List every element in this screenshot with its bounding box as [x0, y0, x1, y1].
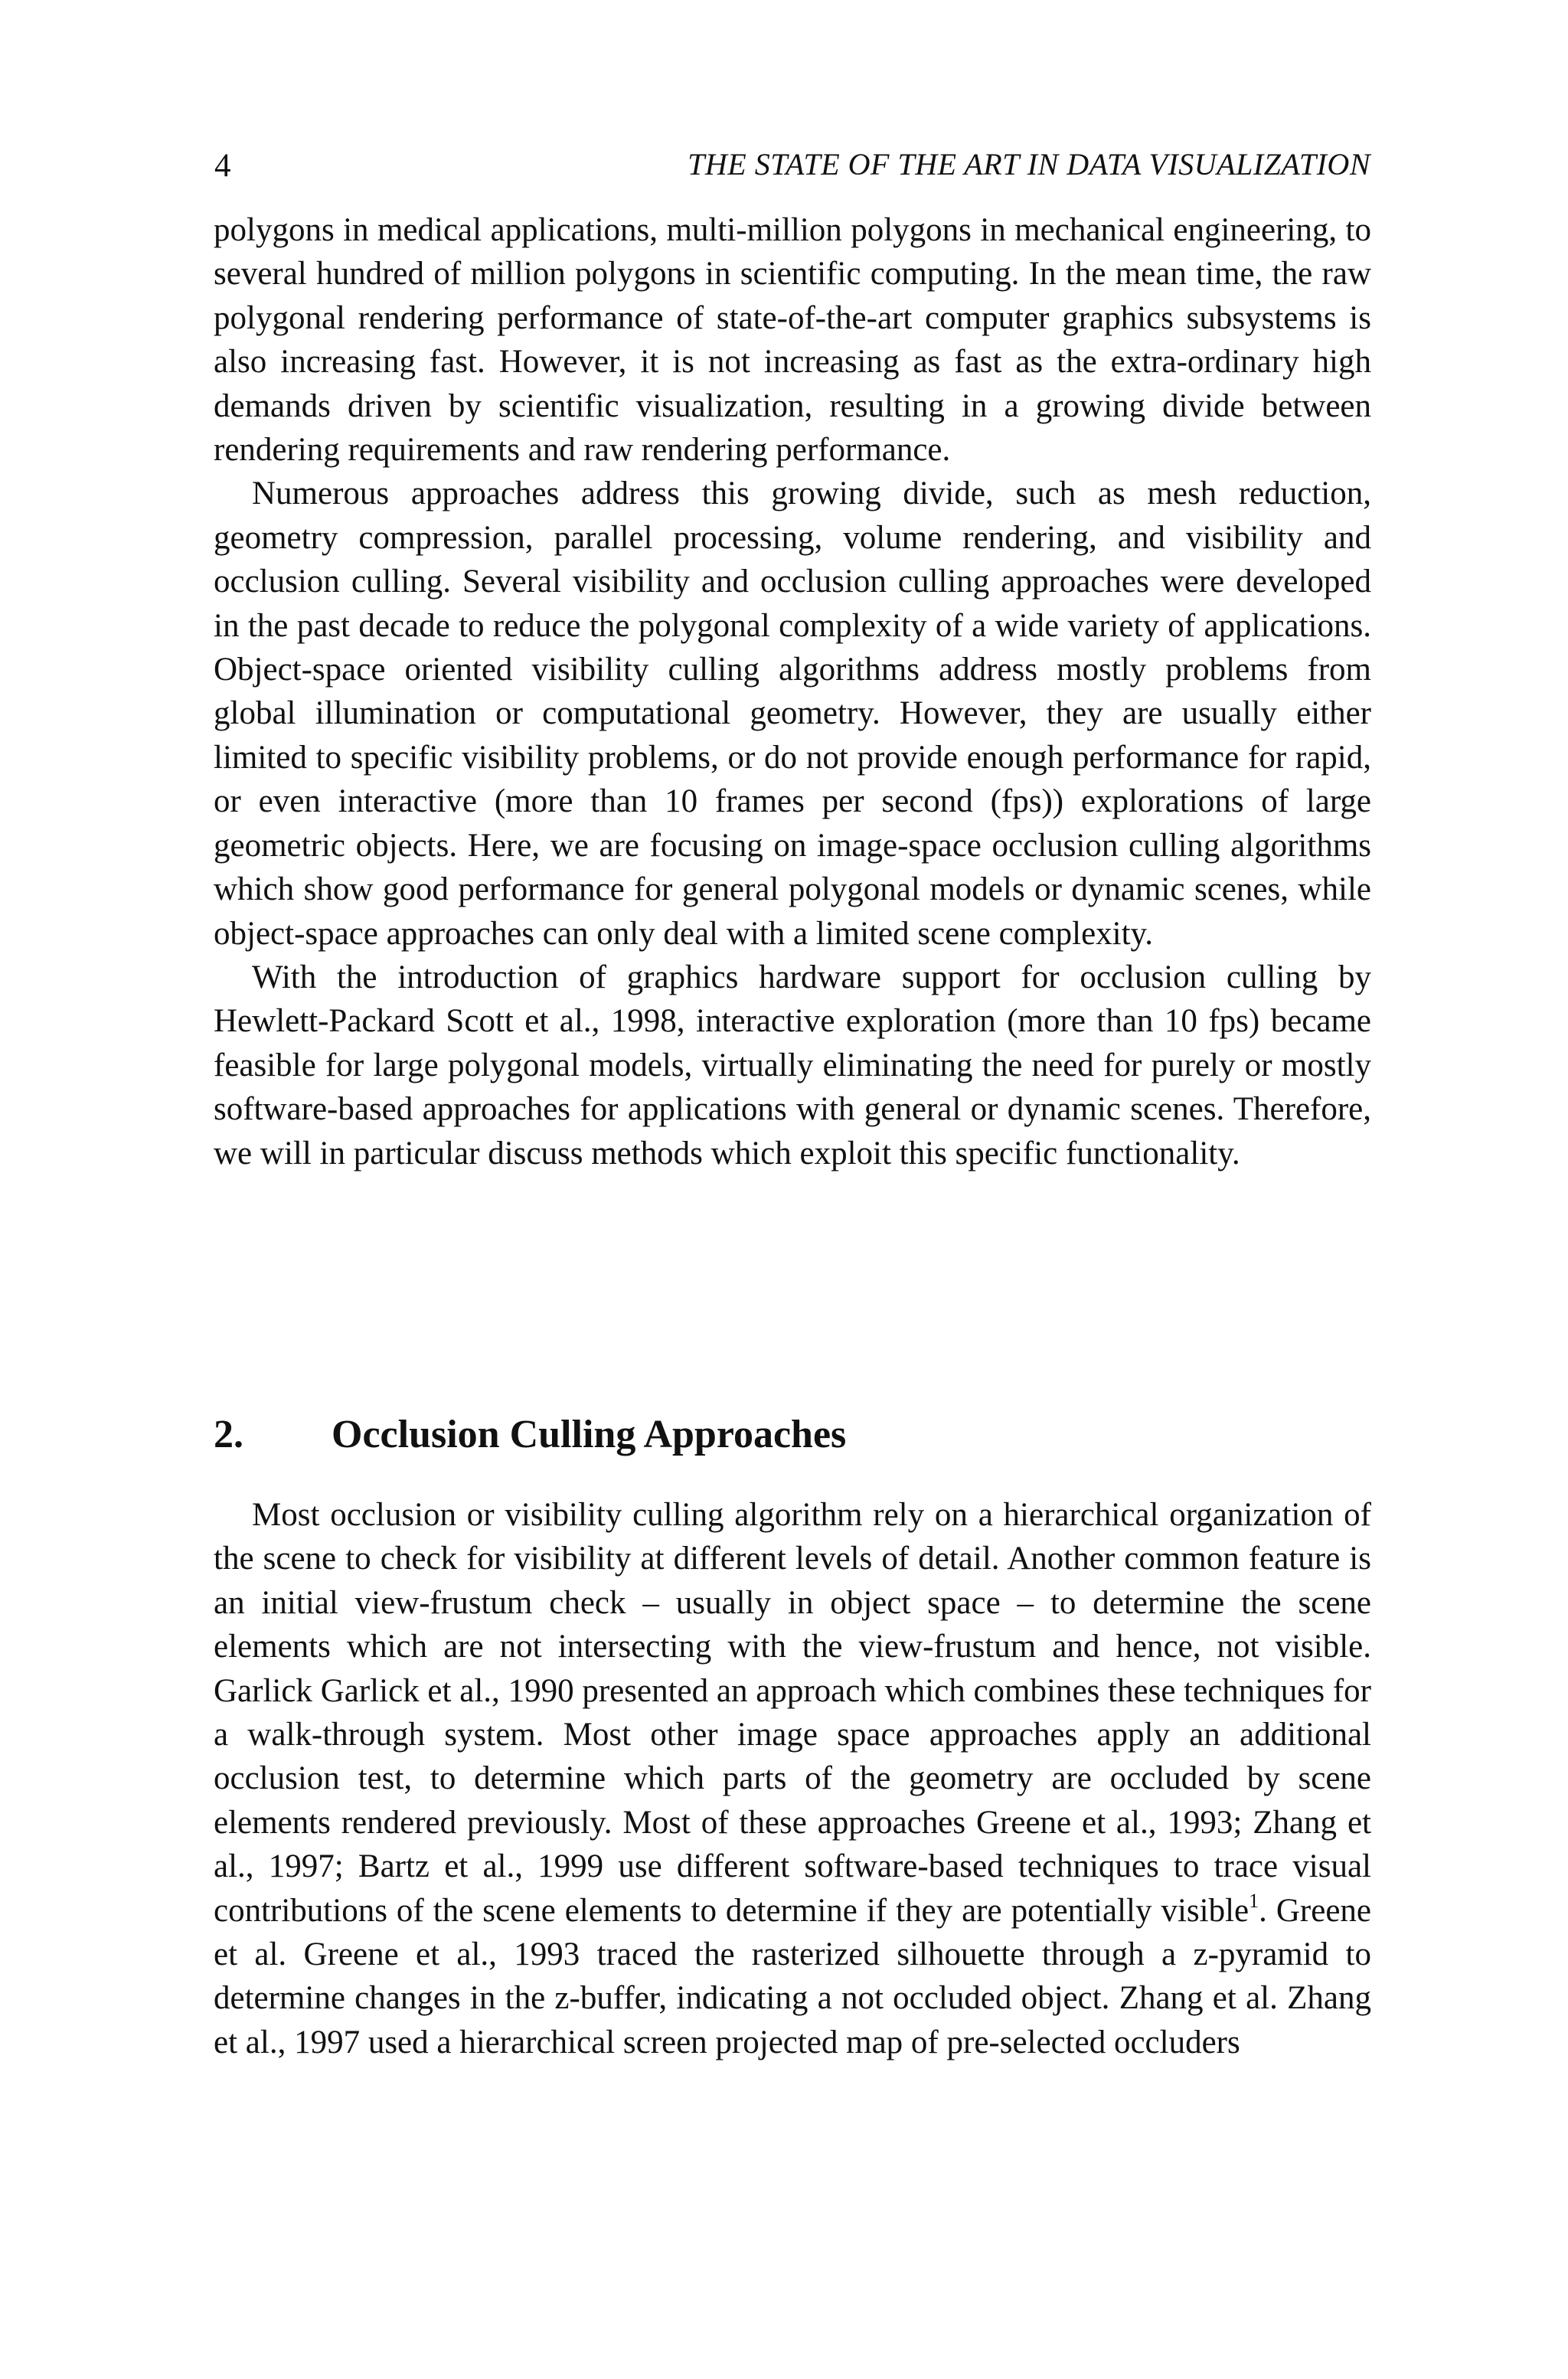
- section-paragraph-text-continued: . Greene et al. Greene et al., 1993 traced the rasterized silhouette through a z-pyramid to determine changes in the z-buffer, indicating a not occluded object. Zhang et al. Zhang et al., 1997 used a hierarchical screen projected map of pre-selected occluders: [214, 1892, 1371, 2060]
- intro-paragraph-continued: polygons in medical applications, multi-million polygons in mechanical engineering, to several hundred of million polygons in scientific computing. In the mean time, the raw polygonal rendering performance of state-of-the-art computer graphics subsystems is also increasing fast. However, it is not increasing as fast as the extra-ordinary high demands driven by scientific visualization, resulting in a growing divide between rendering requirements and raw rendering performance.: [214, 212, 1371, 469]
- intro-paragraph-approaches: Numerous approaches address this growing divide, such as mesh reduction, geometry compression, parallel processing, volume rendering, and visibility and occlusion culling. Several visibility and occlusion culling approaches were developed in the past decade to reduce the polygonal complexity of a wide variety of applications. Object-space oriented visibility culling algorithms address mostly problems from global illumination or computational geometry. However, they are usually either limited to specific visibility problems, or do not provide enough performance for rapid, or even interactive (more than 10 frames per second (fps)) explorations of large geometric objects. Here, we are focusing on image-space occlusion culling algorithms which show good performance for general polygonal models or dynamic scenes, while object-space approaches can only deal with a limited scene complexity.: [214, 475, 1371, 952]
- section-paragraph: [214, 1493, 1371, 2064]
- footnote-marker[interactable]: 1: [1249, 1889, 1259, 1912]
- intro-paragraph-hardware-support: With the introduction of graphics hardware support for occlusion culling by Hewlett-Packard Scott et al., 1998, interactive exploration (more than 10 fps) became feasible for large polygonal models, virtually eliminating the need for purely or mostly software-based approaches for applications with general or dynamic scenes. Therefore, we will in particular discuss methods which exploit this specific functionality.: [214, 959, 1371, 1172]
- section-heading: [214, 1415, 846, 1455]
- intro-text-block: [214, 208, 1371, 1175]
- section-text-block: [214, 1493, 1371, 2064]
- running-header-title: THE STATE OF THE ART IN DATA VISUALIZATION: [688, 147, 1370, 181]
- section-number: 2.: [214, 1413, 243, 1456]
- section-paragraph-text: Most occlusion or visibility culling algorithm rely on a hierarchical organization of the scene to check for visibility at different levels of detail. Another common feature is an initial view-frustum check – usually in object space – to determine the scene elements which are not intersecting with the view-frustum and hence, not visible. Garlick Garlick et al., 1990 presented an approach which combines these techniques for a walk-through system. Most other image space approaches apply an additional occlusion test, to determine which parts of the geometry are occluded by scene elements rendered previously. Most of these approaches Greene et al., 1993; Zhang et al., 1997; Bartz et al., 1999 use different software-based techniques to trace visual contributions of the scene elements to determine if they are potentially visible: [214, 1497, 1371, 1929]
- section-title: Occlusion Culling Approaches: [332, 1413, 847, 1456]
- page-number: 4: [214, 148, 231, 184]
